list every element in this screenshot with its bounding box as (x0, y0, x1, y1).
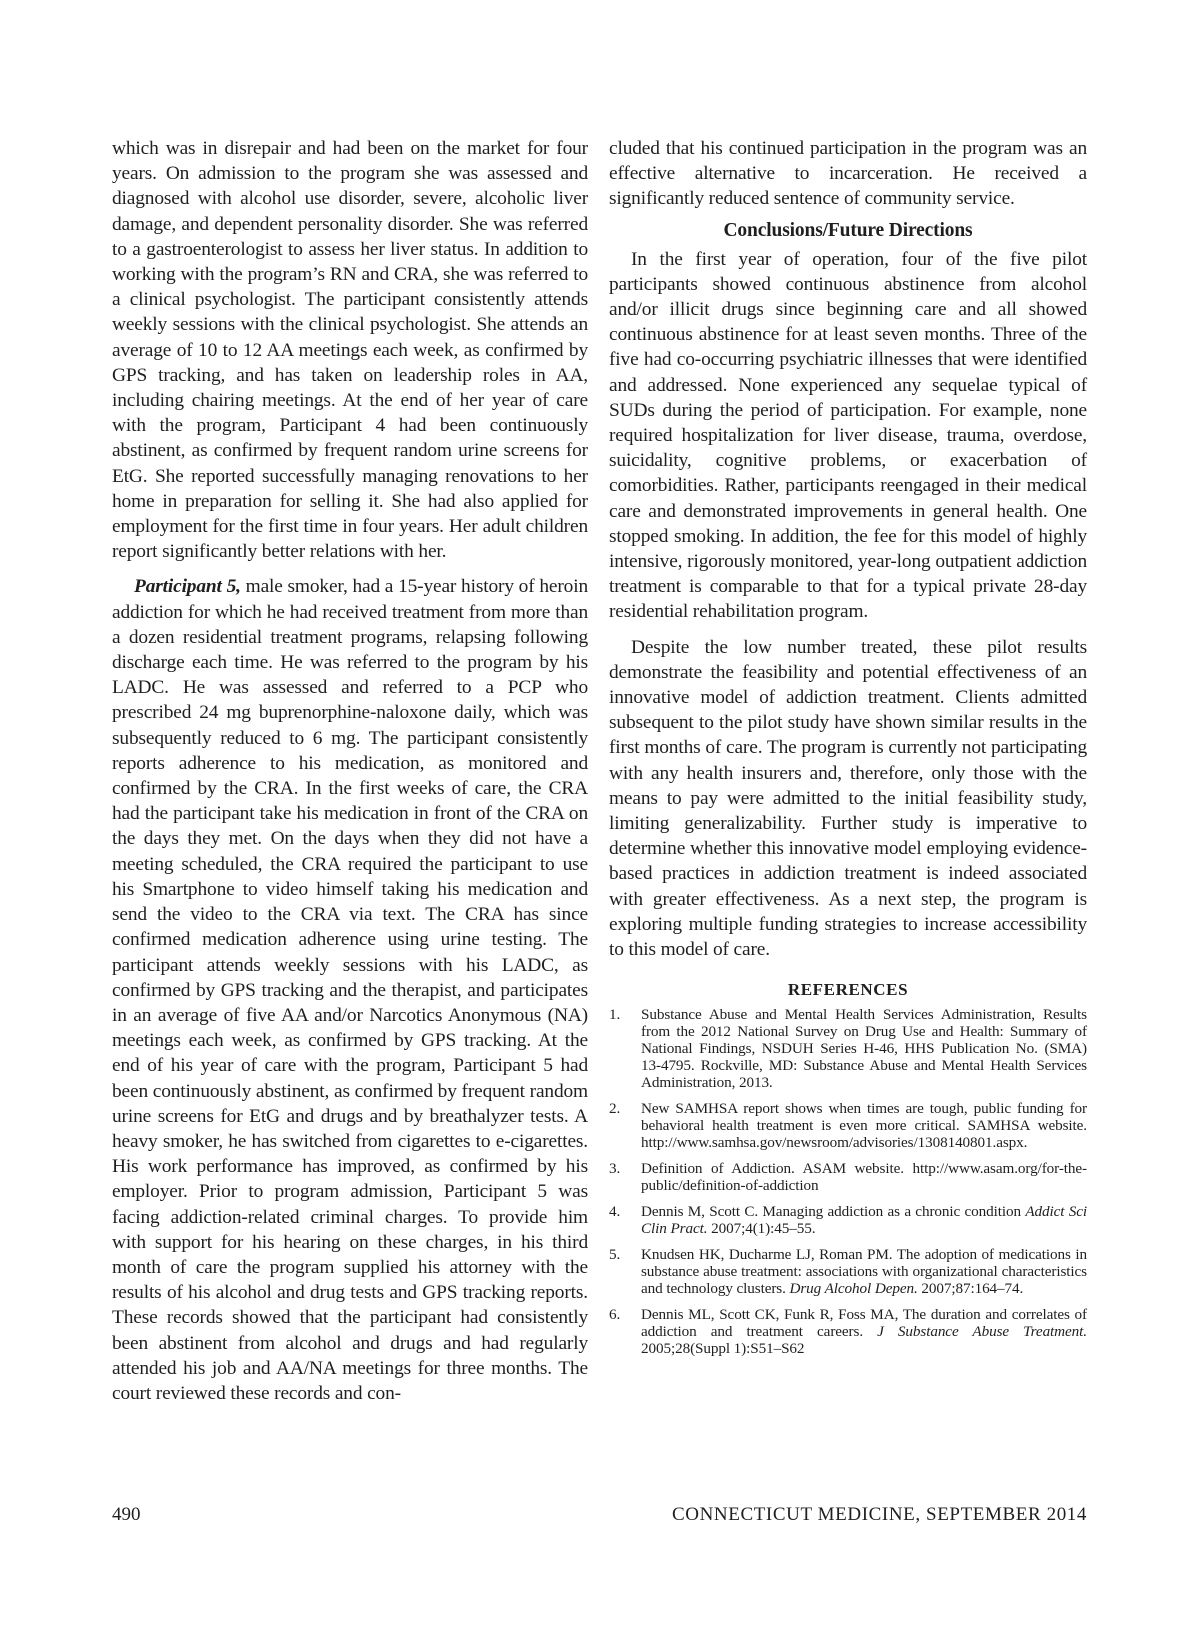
right-column (609, 136, 1087, 1366)
reference-number: 6. (609, 1306, 621, 1324)
left-body (112, 136, 588, 1406)
references-heading: REFERENCES (787, 980, 909, 1000)
reference-text: New SAMHSA report shows when times are tough, public funding for behavioral health treatment is even more critical. SAMHSA website. http://www.samhsa.gov/newsroom/advisories/1308140801.aspx. (641, 1100, 1087, 1152)
paragraph-participant-5 (112, 574, 588, 1406)
reference-number: 3. (609, 1160, 621, 1178)
reference-item (609, 1246, 1087, 1297)
reference-text: Knudsen HK, Ducharme LJ, Roman PM. The adoption of medications in substance abuse treatment: associations with organizational characteristics and technology clusters. Drug Alcohol Depen. 2007;87:164–74. (641, 1246, 1087, 1298)
reference-item (609, 1203, 1087, 1237)
reference-text: Dennis ML, Scott CK, Funk R, Foss MA, The duration and correlates of addiction and treatment careers. J Substance Abuse Treatment. 2005;28(Suppl 1):S51–S62 (641, 1306, 1087, 1358)
reference-text: Dennis M, Scott C. Managing addiction as a chronic condition Addict Sci Clin Pract. 2007;4(1):45–55. (641, 1203, 1087, 1238)
reference-list (609, 1006, 1087, 1357)
left-column (112, 136, 588, 1406)
reference-item (609, 1100, 1087, 1151)
reference-number: 5. (609, 1246, 621, 1264)
reference-item (609, 1306, 1087, 1357)
right-body (609, 136, 1087, 962)
section-heading-conclusions: Conclusions/Future Directions (723, 219, 973, 241)
reference-number: 2. (609, 1100, 621, 1118)
participant-5-text: male smoker, had a 15-year history of heroin addiction for which he had received treatment from more than a dozen residential treatment programs, relapsing following discharge each time. He was referred to the program by his LADC. He was assessed and referred to a PCP who prescribed 24 mg buprenorphine-naloxone daily, which was subsequently reduced to 6 mg. The participant consistently reports adherence to his medication, as monitored and confirmed by the CRA. In the first weeks of care, the CRA had the participant take his medication in front of the CRA on the days they met. On the days when they did not have a meeting scheduled, the CRA required the participant to use his Smartphone to video himself taking his medication and send the video to the CRA via text. The CRA has since confirmed medication adherence using urine testing. The participant attends weekly sessions with his LADC, as confirmed by GPS tracking and the therapist, and participates in an average of five AA and/or Narcotics Anonymous (NA) meetings each week, as confirmed by GPS tracking. At the end of his year of care with the program, Participant 5 had been continuously abstinent, as confirmed by frequent random urine screens for EtG and drugs and by breathalyzer tests. A heavy smoker, he has switched from cigarettes to e-cigarettes. His work performance has improved, as confirmed by his employer. Prior to program admission, Participant 5 was facing addiction-related criminal charges. To provide him with support for his hearing on these charges, in his third month of care the program supplied his attorney with the results of his alcohol and drug tests and GPS tracking reports. These records showed that the participant had consistently been abstinent from alcohol and drugs and had regularly attended his job and AA/NA meetings for three months. The court reviewed these records and con- (112, 576, 588, 1404)
reference-text: Substance Abuse and Mental Health Services Administration, Results from the 2012 National Survey on Drug Use and Health: Summary of National Findings, NSDUH Series H-46, HHS Publication No. (SMA) 13-4795. Rockville, MD: Substance Abuse and Mental Health Services Administration, 2013. (641, 1006, 1087, 1092)
participant-5-label: Participant 5, (134, 576, 241, 598)
journal-footer: CONNECTICUT MEDICINE, SEPTEMBER 2014 (672, 1504, 1087, 1525)
page-number: 490 (112, 1504, 141, 1525)
paragraph-conclusions-2: Despite the low number treated, these pilot results demonstrate the feasibility and potential effectiveness of an innovative model of addiction treatment. Clients admitted subsequent to the pilot study have shown similar results in the first months of care. The program is currently not participating with any health insurers and, therefore, only those with the means to pay were admitted to the initial feasibility study, limiting generalizability. Further study is imperative to determine whether this innovative model employing evidence-based practices in addiction treatment is indeed associated with greater effectiveness. As a next step, the program is exploring multiple funding strategies to increase accessibility to this model of care. (609, 636, 1087, 961)
reference-item (609, 1006, 1087, 1091)
paragraph-conclusions-1: In the first year of operation, four of the five pilot participants showed continuous abstinence from alcohol and/or illicit drugs since beginning care and all showed continuous abstinence for at least seven months. Three of the five had co-occurring psychiatric illnesses that were identified and addressed. None experienced any sequelae typical of SUDs during the period of participation. For example, none required hospitalization for liver disease, trauma, overdose, suicidality, cognitive problems, or exacerbation of comorbidities. Rather, participants reengaged in their medical care and demonstrated improvements in general health. One stopped smoking. In addition, the fee for this model of highly intensive, rigorously monitored, year-long outpatient addiction treatment is comparable to that for a typical private 28-day residential rehabilitation program. (609, 248, 1087, 623)
paragraph-participant-4-cont: which was in disrepair and had been on the market for four years. On admission to the program she was assessed and diagnosed with alcohol use disorder, severe, alcoholic liver damage, and dependent personality disorder. She was referred to a gastroenterologist to assess her liver status. In addition to working with the program’s RN and CRA, she was referred to a clinical psychologist. The participant consistently attends weekly sessions with the clinical psychologist. She attends an average of 10 to 12 AA meetings each week, as confirmed by GPS tracking, and has taken on leadership roles in AA, including chairing meetings. At the end of her year of care with the program, Participant 4 had been continuously abstinent, as confirmed by frequent random urine screens for EtG. She reported successfully managing renovations to her home in preparation for selling it. She had also applied for employment for the first time in four years. Her adult children report significantly better relations with her. (112, 138, 588, 563)
paragraph-participant-5-end: cluded that his continued participation in the program was an effective alternative to incarceration. He received a significantly reduced sentence of community service. (609, 138, 1087, 210)
reference-item (609, 1160, 1087, 1194)
reference-number: 4. (609, 1203, 621, 1221)
reference-number: 1. (609, 1006, 621, 1024)
reference-text: Definition of Addiction. ASAM website. http://www.asam.org/for-the-public/definition-of-addiction (641, 1160, 1087, 1195)
